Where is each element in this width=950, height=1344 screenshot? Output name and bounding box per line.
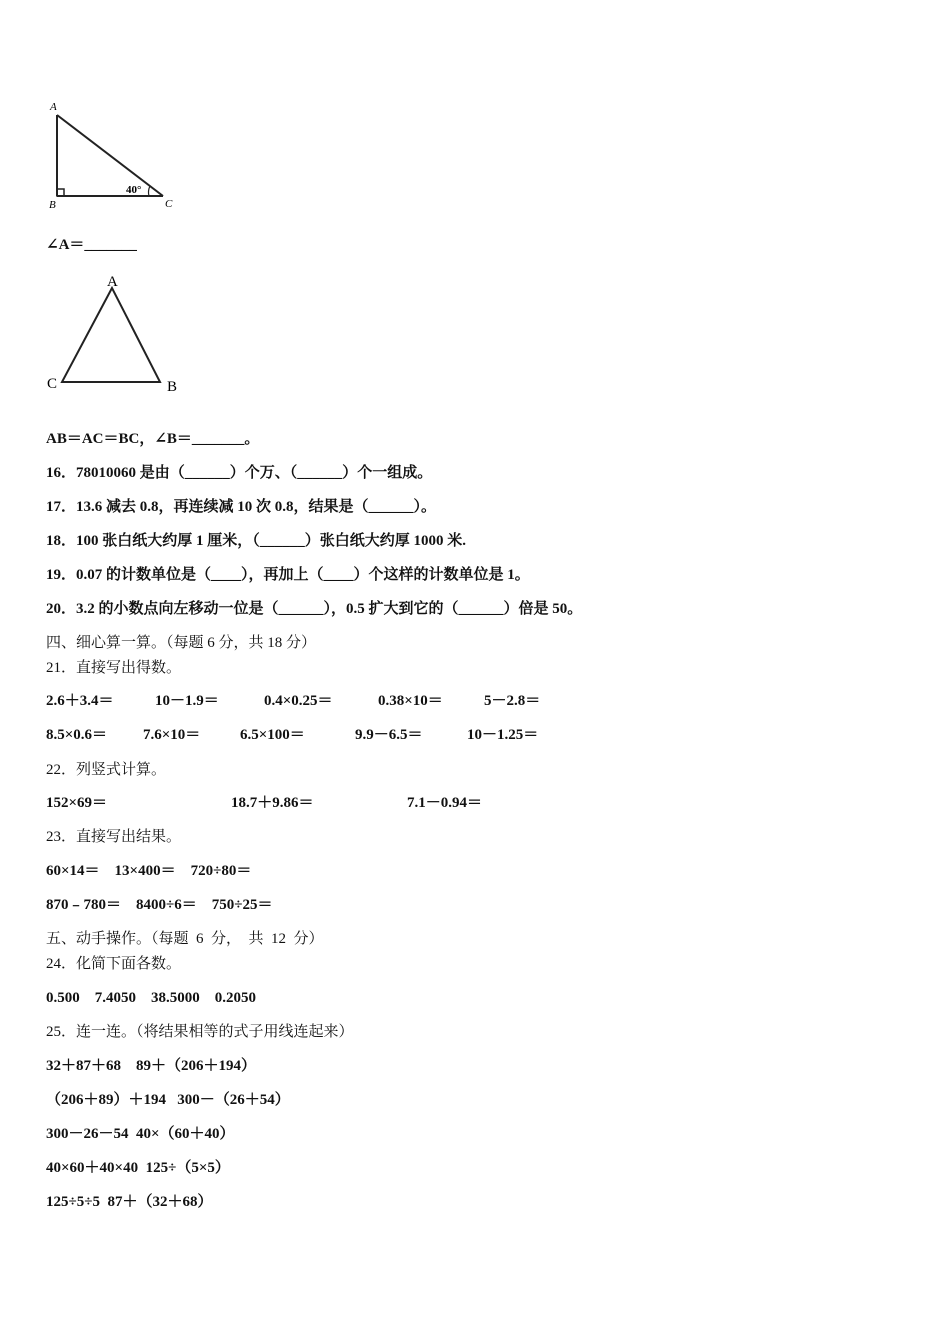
q22-item: 18.7＋9.86＝ [231, 795, 314, 811]
q21-r1-item: 0.4×0.25＝ [264, 693, 333, 709]
question-18: 18．100 张白纸大约厚 1 厘米，（______）张白纸大约厚 1000 米. [46, 533, 467, 549]
question-24: 24．化简下面各数。 [46, 956, 182, 972]
question-25: 25．连一连。（将结果相等的式子用线连起来） [46, 1024, 354, 1040]
q21-r1-item: 5－2.8＝ [484, 693, 541, 709]
question-20: 20．3.2 的小数点向左移动一位是（______），0.5 扩大到它的（______）倍是 50。 [46, 601, 583, 617]
question-21: 21．直接写出得数。 [46, 660, 182, 676]
vertex-c-label: C [47, 376, 58, 392]
vertex-b-label: B [49, 199, 56, 211]
right-angle-marker [57, 189, 64, 196]
equilateral-triangle-svg [40, 268, 190, 398]
right-triangle-figure [40, 98, 190, 213]
q21-r2-item: 8.5×0.6＝ [46, 727, 108, 743]
q22-item: 7.1－0.94＝ [407, 795, 483, 811]
vertex-c-label: C [165, 198, 173, 210]
q25-row: 32＋87＋68 89＋（206＋194） [46, 1058, 257, 1074]
question-16: 16．78010060 是由（______）个万、（______）个一组成。 [46, 465, 433, 481]
q21-r1-item: 10－1.9＝ [155, 693, 219, 709]
vertex-a-label: A [107, 274, 118, 290]
vertex-b-label: B [167, 379, 178, 395]
q21-r2-item: 9.9－6.5＝ [355, 727, 423, 743]
vertex-a-label: A [50, 101, 57, 113]
q25-row: 40×60＋40×40 125÷（5×5） [46, 1160, 230, 1176]
triangle-abc [62, 288, 160, 382]
q21-r2-item: 6.5×100＝ [240, 727, 305, 743]
question-17: 17．13.6 减去 0.8，再连续减 10 次 0.8，结果是（______）。 [46, 499, 437, 515]
q25-row: 300－26－54 40×（60＋40） [46, 1126, 235, 1142]
angle-c-label: 40° [126, 184, 142, 196]
question-angle-a: ∠A＝_______ [46, 237, 137, 253]
section-5-heading: 五、动手操作。（每题 6 分， 共 12 分） [46, 931, 324, 947]
angle-arc [149, 186, 150, 196]
question-equilateral: AB＝AC＝BC，∠B＝_______。 [46, 431, 260, 447]
q21-r1-item: 0.38×10＝ [378, 693, 443, 709]
right-triangle-svg [40, 98, 190, 213]
q21-r2-item: 7.6×10＝ [143, 727, 201, 743]
equilateral-triangle-figure [40, 268, 190, 398]
q24-row: 0.500 7.4050 38.5000 0.2050 [46, 990, 256, 1006]
q23-row-2: 870﹣780＝ 8400÷6＝ 750÷25＝ [46, 897, 273, 913]
question-22: 22．列竖式计算。 [46, 762, 167, 778]
q21-r2-item: 10－1.25＝ [467, 727, 539, 743]
q21-r1-item: 2.6＋3.4＝ [46, 693, 114, 709]
question-23: 23．直接写出结果。 [46, 829, 182, 845]
question-19: 19．0.07 的计数单位是（____），再加上（____）个这样的计数单位是 1。 [46, 567, 530, 583]
side-ac [57, 115, 163, 196]
q22-item: 152×69＝ [46, 795, 108, 811]
q25-row: （206＋89）＋194 300－（26＋54） [46, 1092, 290, 1108]
q25-row: 125÷5÷5 87＋（32＋68） [46, 1194, 213, 1210]
q23-row-1: 60×14＝ 13×400＝ 720÷80＝ [46, 863, 252, 879]
section-4-heading: 四、细心算一算。（每题 6 分，共 18 分） [46, 635, 317, 651]
